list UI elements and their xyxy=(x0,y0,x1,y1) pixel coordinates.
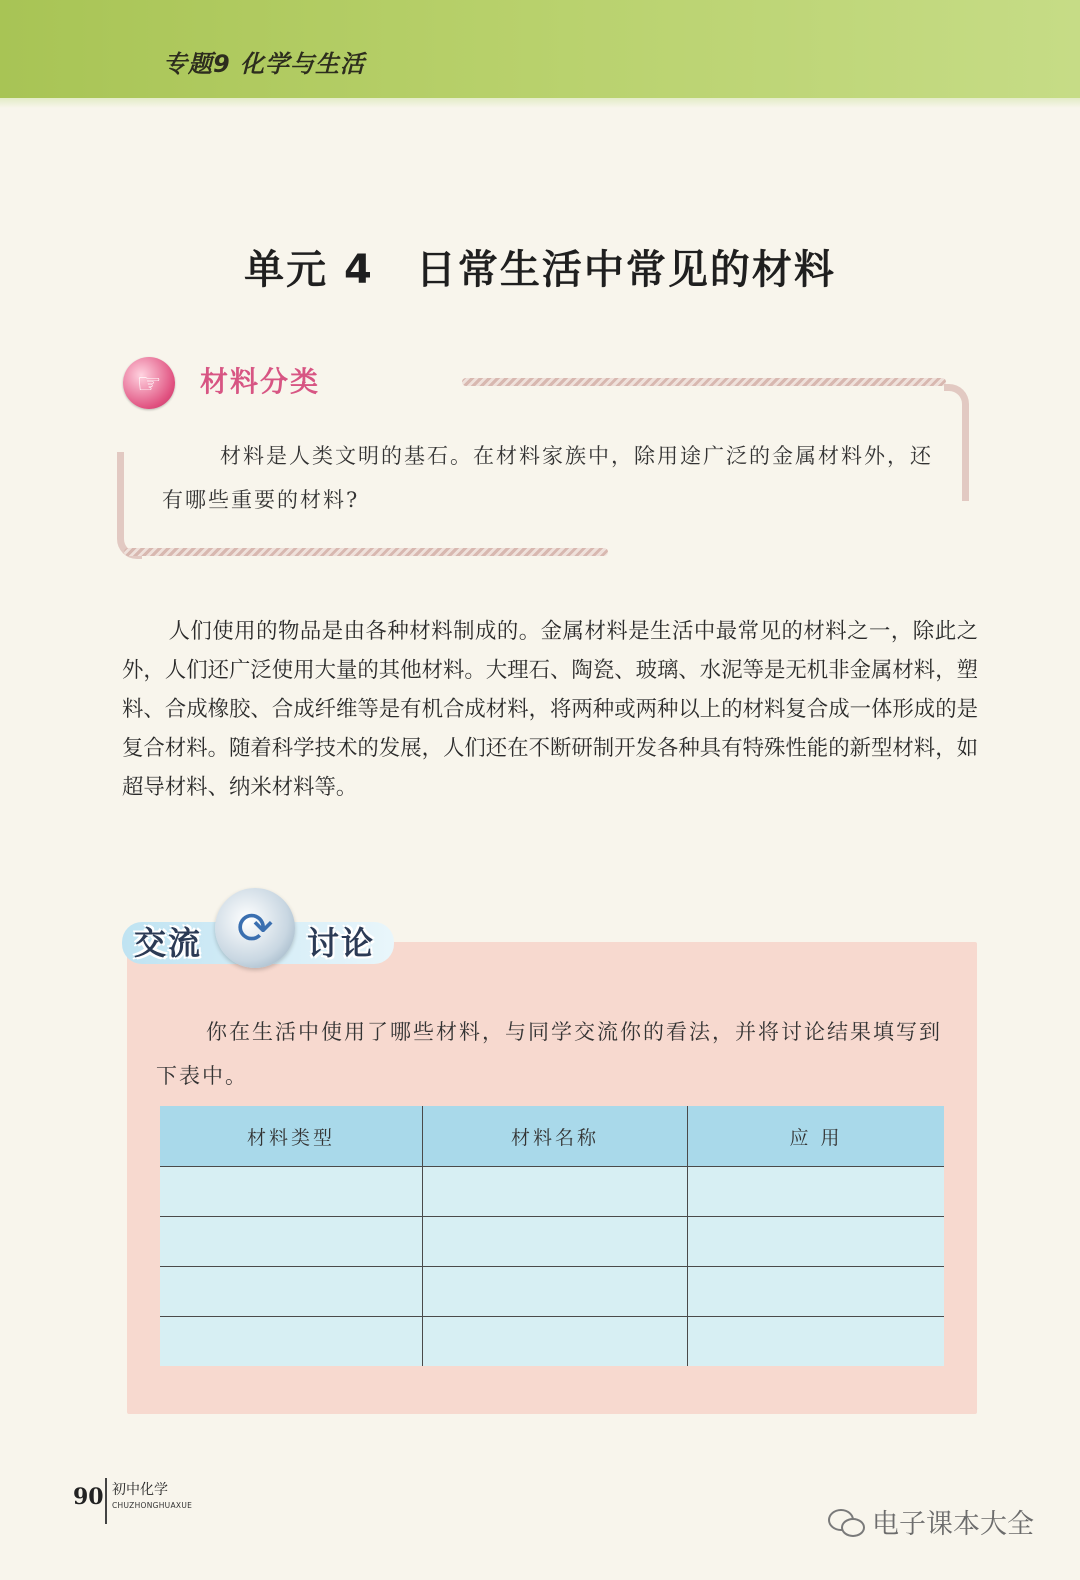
table-row xyxy=(160,1267,944,1317)
table-row xyxy=(160,1317,944,1367)
header-bar xyxy=(0,0,1080,98)
watermark-text: 电子课本大全 xyxy=(872,1509,1034,1540)
header-material-type: 材料类型 xyxy=(160,1106,423,1167)
table-cell[interactable] xyxy=(160,1267,423,1317)
result-table xyxy=(160,1106,944,1366)
table-cell[interactable] xyxy=(688,1267,945,1317)
table-cell[interactable] xyxy=(688,1217,945,1267)
frame-left-border xyxy=(117,452,142,559)
table-cell[interactable] xyxy=(160,1217,423,1267)
frame-right-border xyxy=(944,384,969,501)
table-cell[interactable] xyxy=(423,1267,688,1317)
table-cell[interactable] xyxy=(160,1167,423,1217)
intro-question: 材料是人类文明的基石。在材料家族中，除用途广泛的金属材料外，还有哪些重要的材料? xyxy=(162,444,933,512)
header-application: 应 用 xyxy=(688,1106,945,1167)
pointing-hand-icon: ☞ xyxy=(123,357,175,409)
table-cell[interactable] xyxy=(423,1217,688,1267)
section-title: 材料分类 xyxy=(200,365,321,398)
discussion-label-left: 交流 xyxy=(134,924,203,962)
table-cell[interactable] xyxy=(423,1167,688,1217)
unit-title: 单元 4 日常生活中常见的材料 xyxy=(244,247,836,293)
footer-book-pinyin: CHUZHONGHUAXUE xyxy=(112,1501,193,1510)
discussion-prompt: 你在生活中使用了哪些材料，与同学交流你的看法，并将讨论结果填写到下表中。 xyxy=(156,1020,942,1088)
table-row xyxy=(160,1217,944,1267)
table-row xyxy=(160,1167,944,1217)
table-cell[interactable] xyxy=(160,1317,423,1367)
header-material-name: 材料名称 xyxy=(423,1106,688,1167)
chat-bubbles-icon xyxy=(828,1507,864,1537)
body-paragraph: 人们使用的物品是由各种材料制成的。金属材料是生活中最常见的材料之一，除此之外，人们还广泛使用大量的其他材料。大理石、陶瓷、玻璃、水泥等是无机非金属材料，塑料、合成橡胶、合成纤维等是有机合成材料，将两种或两种以上的材料复合成一体形成的是复合材料。随着科学技术的发展，人们还在不断研制开发各种具有特殊性能的新型材料，如超导材料、纳米材料等。 xyxy=(122,619,978,800)
footer-book-title: 初中化学 xyxy=(112,1482,168,1498)
chapter-label: 专题9 化学与生活 xyxy=(163,50,366,78)
exchange-arrows-icon: ⟳ xyxy=(215,888,295,968)
page-number: 90 xyxy=(73,1484,104,1510)
table-cell[interactable] xyxy=(423,1317,688,1367)
table-header-row xyxy=(160,1106,944,1167)
watermark xyxy=(828,1502,1034,1541)
discussion-label-right: 讨论 xyxy=(307,924,376,962)
table-cell[interactable] xyxy=(688,1167,945,1217)
frame-top-border xyxy=(462,378,946,386)
frame-bottom-border xyxy=(124,548,608,556)
footer-divider xyxy=(105,1478,107,1524)
table-cell[interactable] xyxy=(688,1317,945,1367)
discussion-label xyxy=(122,902,394,966)
